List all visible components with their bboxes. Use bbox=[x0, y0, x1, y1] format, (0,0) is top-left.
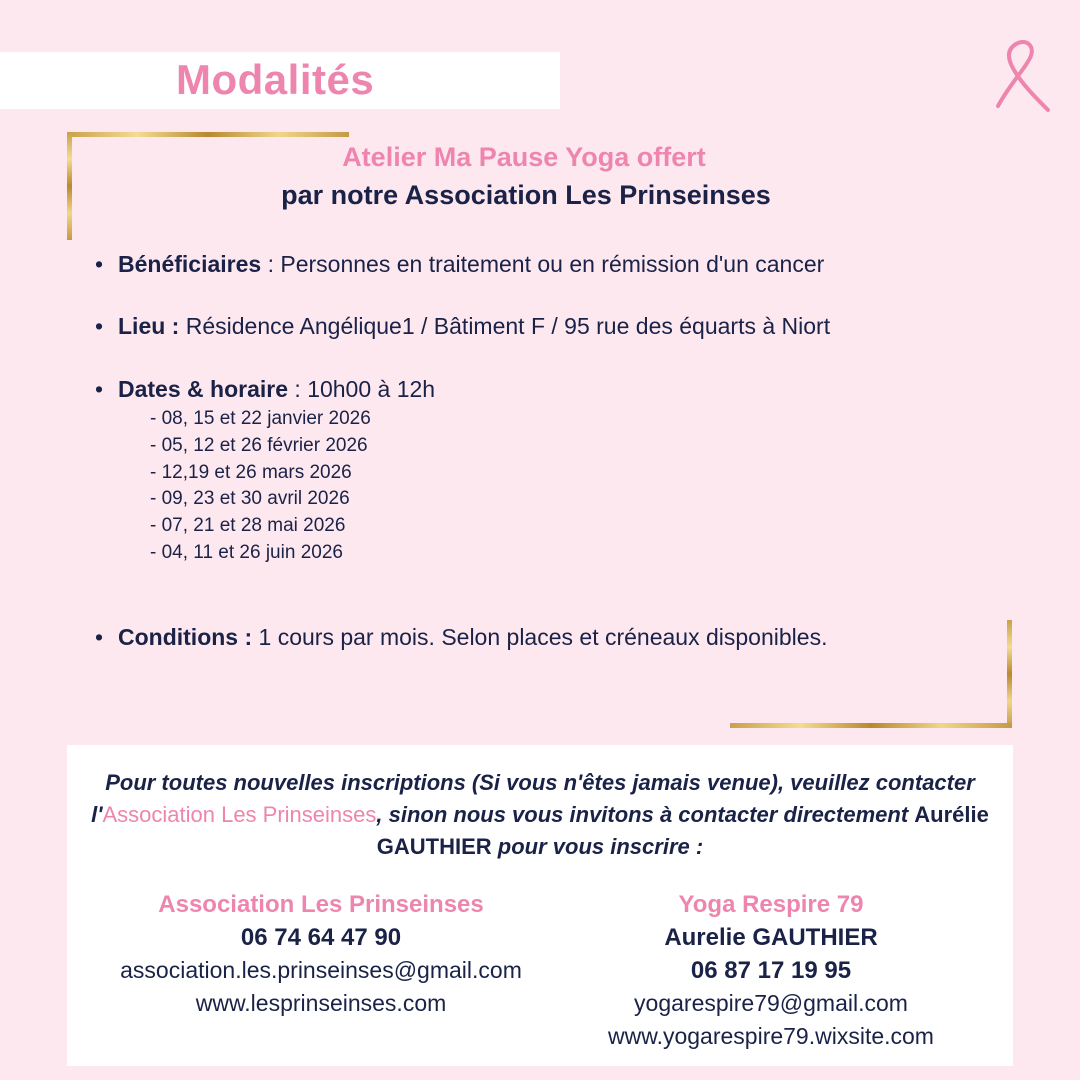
date-item: - 05, 12 et 26 février 2026 bbox=[150, 434, 368, 456]
date-item: - 09, 23 et 30 avril 2026 bbox=[150, 488, 350, 510]
contact-person-name: Aurélie GAUTHIER bbox=[376, 802, 989, 859]
association-phone[interactable]: 06 74 64 47 90 bbox=[240, 924, 402, 951]
bullet-dot: • bbox=[95, 251, 104, 277]
date-item: - 04, 11 et 26 juin 2026 bbox=[150, 541, 343, 563]
bullet-dot: • bbox=[95, 624, 104, 650]
bullet-text: Personnes en traitement ou en rémission d'un cancer bbox=[280, 251, 825, 277]
association-subtitle: par notre Association Les Prinseinses bbox=[281, 180, 771, 210]
association-link-text: Association Les Prinseinses bbox=[102, 802, 377, 827]
yoga-phone[interactable]: 06 87 17 19 95 bbox=[690, 957, 852, 984]
association-website[interactable]: www.lesprinseinses.com bbox=[195, 990, 447, 1016]
date-item: - 12,19 et 26 mars 2026 bbox=[150, 461, 352, 483]
page-title: Modalités bbox=[176, 56, 375, 103]
yoga-website[interactable]: www.yogarespire79.wixsite.com bbox=[608, 1023, 934, 1049]
association-email[interactable]: association.les.prinseinses@gmail.com bbox=[120, 957, 522, 983]
date-item: - 07, 21 et 28 mai 2026 bbox=[150, 515, 346, 537]
bullet-label: Bénéficiaires bbox=[118, 251, 262, 277]
bullet-label: Lieu : bbox=[118, 313, 180, 339]
dates-list bbox=[150, 406, 371, 567]
yoga-email[interactable]: yogarespire79@gmail.com bbox=[634, 990, 908, 1016]
bullet-text: Résidence Angélique1 / Bâtiment F / 95 rue des équarts à Niort bbox=[185, 313, 831, 339]
gold-frame-bottom bbox=[730, 723, 1012, 728]
gold-frame-right bbox=[1007, 620, 1012, 728]
atelier-title: Atelier Ma Pause Yoga offert bbox=[342, 142, 706, 172]
yoga-name: Yoga Respire 79 bbox=[678, 891, 864, 918]
contact-association bbox=[67, 888, 575, 1020]
date-item: - 08, 15 et 22 janvier 2026 bbox=[150, 408, 371, 429]
contact-yoga bbox=[521, 888, 1021, 1053]
bullet-label: Dates & horaire bbox=[118, 376, 289, 402]
contact-intro: Pour toutes nouvelles inscriptions (Si vous n'êtes jamais venue), veuillez contacter l'Association Les Prinseinses, sinon nous vous invitons à contacter directement Aurélie GAUTHIER pour vous inscrire : bbox=[91, 770, 989, 859]
pink-ribbon-icon bbox=[992, 40, 1054, 116]
gold-frame-top bbox=[67, 132, 349, 137]
contact-box bbox=[67, 745, 1013, 1066]
bullet-label: Conditions : bbox=[118, 624, 253, 650]
association-name: Association Les Prinseinses bbox=[158, 891, 484, 918]
yoga-person: Aurelie GAUTHIER bbox=[664, 924, 878, 951]
bullet-text: 10h00 à 12h bbox=[307, 376, 436, 402]
bullet-dot: • bbox=[95, 313, 104, 339]
bullet-text: 1 cours par mois. Selon places et créneaux disponibles. bbox=[258, 624, 828, 650]
bullet-dot: • bbox=[95, 376, 104, 402]
